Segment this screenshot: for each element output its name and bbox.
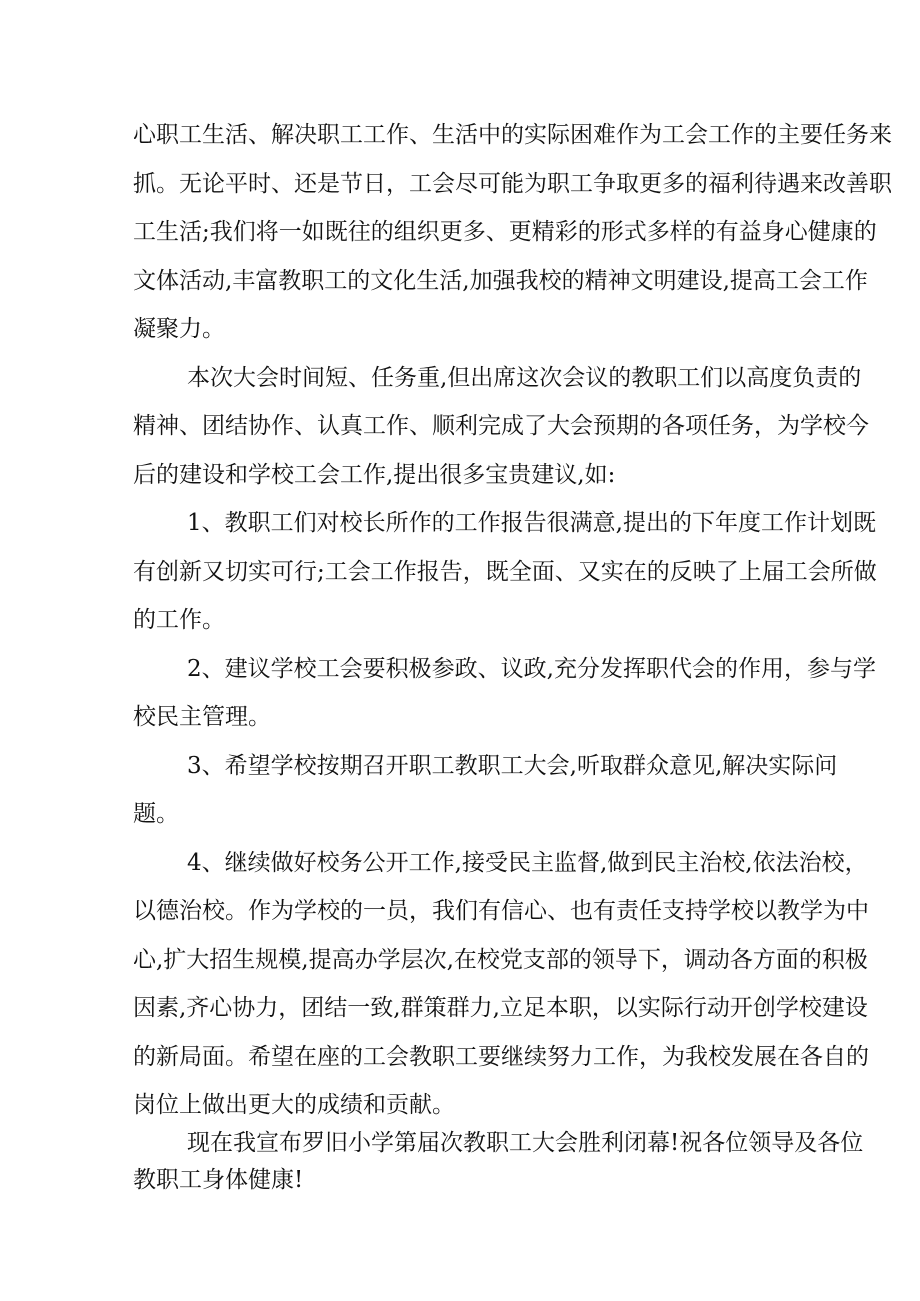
paragraph-1-line-2: 抓。无论平时、还是节日，工会尽可能为职工争取更多的福利待遇来改善职	[133, 171, 892, 197]
paragraph-6-line-2: 以德治校。作为学校的一员，我们有信心、也有责任支持学校以教学为中	[133, 898, 869, 924]
paragraph-7-line-1: 现在我宣布罗旧小学第届次教职工大会胜利闭幕!祝各位领导及各位	[187, 1130, 864, 1156]
paragraph-4-line-1: 2、建议学校工会要积极参政、议政,充分发挥职代会的作用，参与学	[187, 656, 876, 682]
paragraph-1-line-4: 文体活动,丰富教职工的文化生活,加强我校的精神文明建设,提高工会工作	[133, 268, 868, 294]
paragraph-1-line-3: 工生活;我们将一如既往的组织更多、更精彩的形式多样的有益身心健康的	[133, 219, 877, 245]
paragraph-7-line-2: 教职工身体健康!	[133, 1167, 304, 1193]
paragraph-6-line-5: 的新局面。希望在座的工会教职工要继续努力工作，为我校发展在各自的	[133, 1044, 869, 1070]
paragraph-6-line-4: 因素,齐心协力，团结一致,群策群力,立足本职，以实际行动开创学校建设	[133, 995, 868, 1021]
paragraph-1-line-5: 凝聚力。	[133, 316, 225, 342]
paragraph-2-line-3: 后的建设和学校工会工作,提出很多宝贵建议,如:	[133, 462, 616, 488]
paragraph-5-line-2: 题。	[133, 801, 179, 827]
paragraph-2-line-2: 精神、团结协作、认真工作、顺利完成了大会预期的各项任务，为学校今	[133, 413, 869, 439]
paragraph-6-line-1: 4、继续做好校务公开工作,接受民主监督,做到民主治校,依法治校，	[187, 850, 868, 876]
paragraph-1-line-1: 心职工生活、解决职工工作、生活中的实际困难作为工会工作的主要任务来	[133, 122, 892, 148]
paragraph-3-line-3: 的工作。	[133, 607, 225, 633]
paragraph-4-line-2: 校民主管理。	[133, 704, 271, 730]
paragraph-2-line-1: 本次大会时间短、任务重,但出席这次会议的教职工们以高度负责的	[187, 365, 862, 391]
paragraph-6-line-6: 岗位上做出更大的成绩和贡献。	[133, 1092, 455, 1118]
paragraph-5-line-1: 3、希望学校按期召开职工教职工大会,听取群众意见,解决实际问	[187, 753, 838, 779]
paragraph-6-line-3: 心,扩大招生规模,提高办学层次,在校党支部的领导下，调动各方面的积极	[133, 947, 868, 973]
paragraph-3-line-1: 1、教职工们对校长所作的工作报告很满意,提出的下年度工作计划既	[187, 510, 876, 536]
paragraph-3-line-2: 有创新又切实可行;工会工作报告，既全面、又实在的反映了上届工会所做	[133, 559, 877, 585]
